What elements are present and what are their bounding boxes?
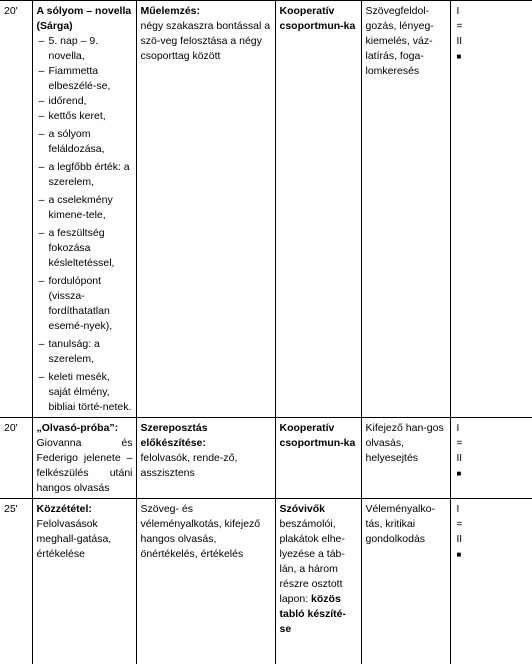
time-cell: [0, 418, 32, 499]
skills-text: Véleményalko-tás, kritikai gondolkodás: [366, 502, 447, 547]
table-row: [0, 1, 532, 418]
content-cell: [32, 499, 136, 664]
content-text: Felolvasások meghall-gatása, értékelése: [37, 517, 133, 562]
list-item: – Fiammetta elbeszélé-se,: [37, 64, 133, 94]
content-title: A sólyom – novella (Sárga): [37, 4, 133, 34]
level-square: ■: [457, 547, 530, 562]
time-cell: [0, 1, 32, 418]
form-cell: [275, 418, 361, 499]
method-cell: [136, 1, 275, 418]
level-mark: I: [457, 502, 530, 517]
table-row: [0, 418, 532, 499]
list-item: – a feszültség fokozása késleltetéssel,: [37, 226, 133, 271]
form-cell: [275, 1, 361, 418]
form-title: Szóvivők: [280, 503, 326, 515]
skills-cell: [361, 1, 450, 418]
level-mark: I: [457, 4, 530, 19]
level-mark: =: [457, 19, 530, 34]
level-mark: =: [457, 436, 530, 451]
content-text: Giovanna és Federigo jelenete – felkészülés utáni hangos olvasás: [37, 436, 133, 496]
level-mark: =: [457, 517, 530, 532]
content-title: Közzététel:: [37, 502, 133, 517]
level-mark: II: [457, 34, 530, 49]
method-cell: [136, 418, 275, 499]
level-mark: II: [457, 532, 530, 547]
form-title: Kooperatív csoportmun-ka: [280, 4, 358, 34]
list-item: – a sólyom feláldozása,: [37, 127, 133, 157]
list-item: – fordulópont (vissza-fordíthatatlan esemé-nyek),: [37, 274, 133, 334]
time-cell: [0, 499, 32, 664]
level-square: ■: [457, 49, 530, 64]
levels-cell: [450, 418, 532, 499]
levels-cell: [450, 1, 532, 418]
list-item: – keleti mesék, saját élmény, bibliai törté-netek.: [37, 370, 133, 415]
levels-list: [455, 502, 530, 562]
time-value: 20': [4, 5, 18, 17]
form-text: beszámolói, plakátok elhe-lyezése a táb-lán, a három részre osztott lapon:: [280, 518, 345, 605]
level-mark: II: [457, 451, 530, 466]
form-title: Kooperatív csoportmun-ka: [280, 421, 358, 451]
method-text: felolvasók, rende-ző, asszisztens: [141, 451, 272, 481]
time-value: 25': [4, 503, 18, 515]
time-value: 20': [4, 422, 18, 434]
levels-list: [455, 4, 530, 64]
method-text: Szöveg- és véleményalkotás, kifejező hangos olvasás, önértékelés, értékelés: [141, 502, 272, 562]
list-item: – a cselekmény kimene-tele,: [37, 193, 133, 223]
method-title: Műelemzés:: [141, 4, 272, 19]
content-list: [37, 34, 133, 415]
method-text: négy szakaszra bontással a szö-veg felosztása a négy csoporttag között: [141, 19, 272, 64]
level-mark: I: [457, 421, 530, 436]
levels-cell: [450, 499, 532, 664]
content-title: „Olvasó-próba”:: [37, 421, 133, 436]
skills-cell: [361, 499, 450, 664]
method-title: Szereposztás előkészítése:: [141, 421, 272, 451]
content-cell: [32, 1, 136, 418]
list-item: – kettős keret,: [37, 109, 133, 124]
skills-text: Kifejező han-gos olvasás, helyesejtés: [366, 421, 447, 466]
level-square: ■: [457, 466, 530, 481]
list-item: – a legfőbb érték: a szerelem,: [37, 160, 133, 190]
method-cell: [136, 499, 275, 664]
form-bold-tail: közös tabló készíté-se: [280, 593, 347, 635]
list-item: – időrend,: [37, 94, 133, 109]
table-row: [0, 499, 532, 664]
list-item: – 5. nap – 9. novella,: [37, 34, 133, 64]
skills-cell: [361, 418, 450, 499]
skills-text: Szövegfeldol-gozás, lényeg-kiemelés, váz-latírás, foga-lomkeresés: [366, 4, 447, 79]
form-cell: [275, 499, 361, 664]
content-cell: [32, 418, 136, 499]
levels-list: [455, 421, 530, 481]
list-item: – tanulság: a szerelem,: [37, 337, 133, 367]
